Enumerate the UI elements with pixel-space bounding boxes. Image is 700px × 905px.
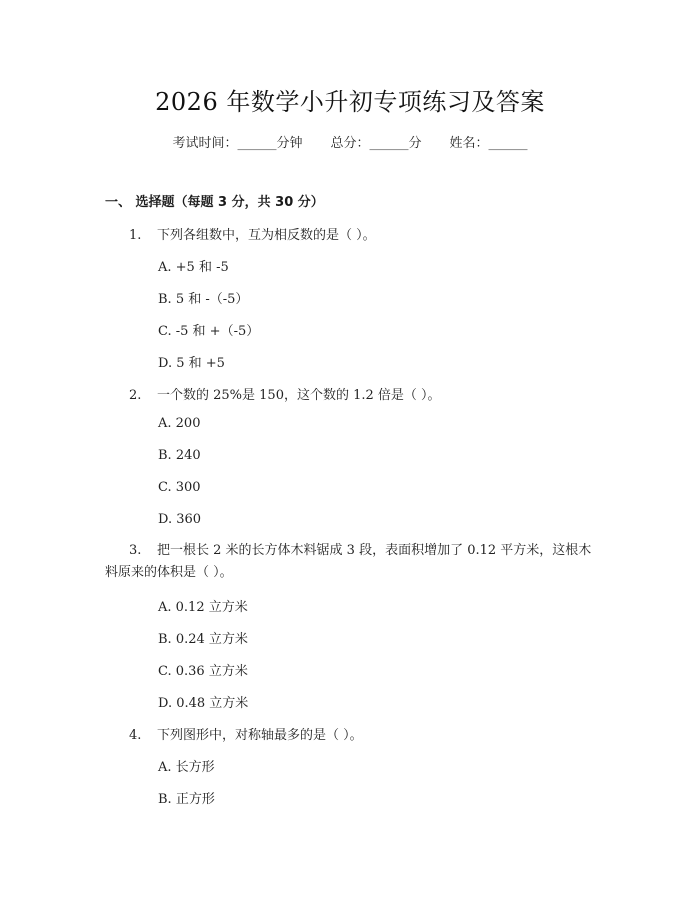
- option-1c: C. -5 和 +（-5）: [158, 324, 260, 339]
- question-1: [129, 224, 376, 243]
- page-title: 2026 年数学小升初专项练习及答案: [155, 88, 545, 116]
- option-4a: A. 长方形: [158, 760, 215, 775]
- option-2a: A. 200: [158, 416, 201, 431]
- question-number: 2.: [129, 388, 142, 403]
- question-text: 下列图形中，对称轴最多的是（ ）。: [157, 728, 363, 743]
- option-2b: B. 240: [158, 448, 201, 463]
- option-1b: B. 5 和 -（-5）: [158, 292, 249, 307]
- option-3a: A. 0.12 立方米: [158, 600, 248, 615]
- question-2: [129, 384, 441, 403]
- option-2c: C. 300: [158, 480, 201, 495]
- question-text: 下列各组数中，互为相反数的是（ ）。: [157, 228, 376, 243]
- question-3: [105, 540, 600, 584]
- section-heading: 一、 选择题（每题 3 分，共 30 分）: [105, 195, 324, 210]
- question-number: 4.: [129, 728, 142, 743]
- option-1d: D. 5 和 +5: [158, 356, 225, 371]
- option-3d: D. 0.48 立方米: [158, 696, 249, 711]
- question-number: 1.: [129, 228, 142, 243]
- option-3c: C. 0.36 立方米: [158, 664, 248, 679]
- option-1a: A. +5 和 -5: [158, 260, 229, 275]
- option-3b: B. 0.24 立方米: [158, 632, 248, 647]
- option-2d: D. 360: [158, 512, 202, 527]
- exam-time-field: 考试时间：______分钟: [172, 136, 303, 151]
- exam-info: [0, 132, 700, 151]
- question-text: 把一根长 2 米的长方体木料锯成 3 段，表面积增加了 0.12 平方米，这根木料原来的体积是（ ）。: [105, 543, 592, 580]
- total-score-field: 总分：______分: [330, 136, 422, 151]
- question-4: [129, 724, 363, 743]
- question-text: 一个数的 25%是 150，这个数的 1.2 倍是（ ）。: [157, 388, 441, 403]
- question-number: 3.: [129, 543, 142, 558]
- student-name-field: 姓名：______: [449, 136, 528, 151]
- option-4b: B. 正方形: [158, 792, 215, 807]
